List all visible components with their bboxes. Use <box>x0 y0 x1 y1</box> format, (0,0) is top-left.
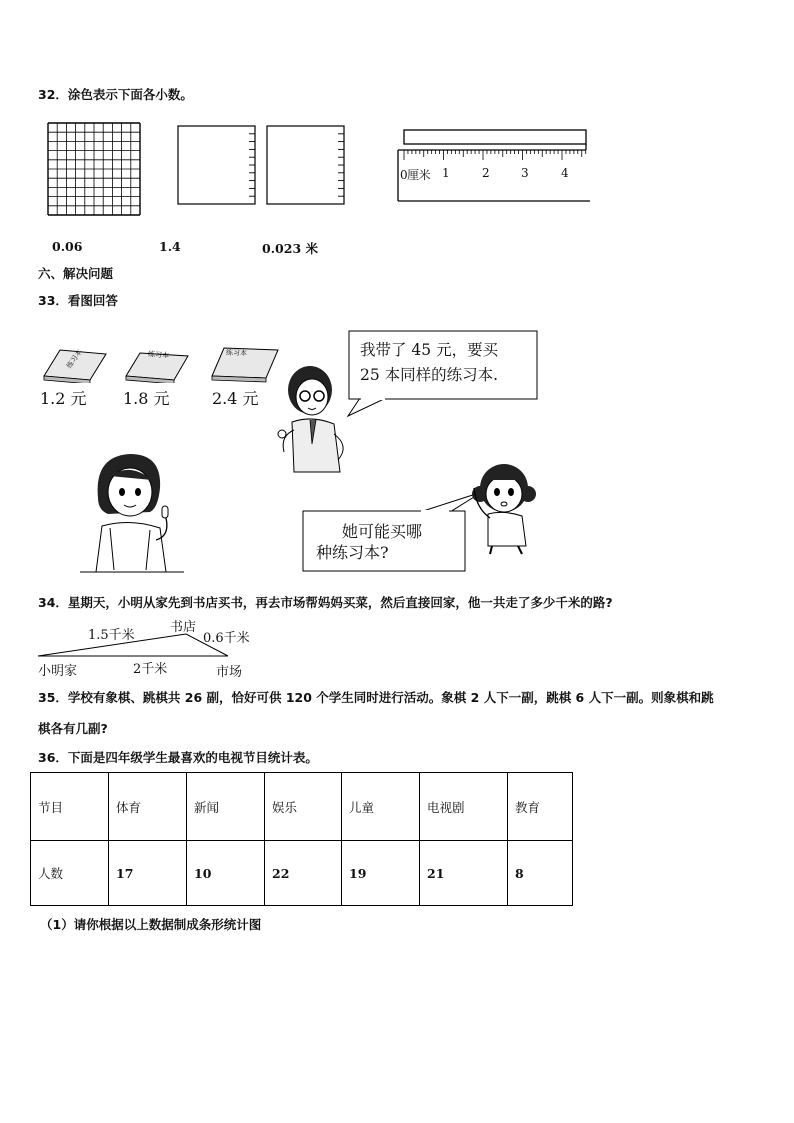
section-title: 六、解决问题 <box>38 266 114 281</box>
ruler-tick-label-4: 4 <box>561 166 569 180</box>
speech-bubble-text <box>360 338 498 388</box>
label-0-023m: 0.023 米 <box>262 241 318 256</box>
table-row <box>31 841 573 906</box>
ruler-zero-label <box>400 166 430 183</box>
speech-line-2: 25 本同样的练习本. <box>360 366 499 384</box>
program-cell: 儿童 <box>342 773 420 841</box>
program-cell: 娱乐 <box>265 773 342 841</box>
book-price-2: 1.8 元 <box>123 389 170 408</box>
count-cell: 19 <box>342 841 420 906</box>
market-label: 市场 <box>216 665 243 680</box>
count-cell: 10 <box>187 841 265 906</box>
count-label-cell: 人数 <box>31 841 109 906</box>
count-cell: 17 <box>109 841 187 906</box>
ruler-unit-label: 厘米 <box>407 168 431 182</box>
distance-store-market: 0.6千米 <box>203 631 250 646</box>
bookstore-label: 书店 <box>170 620 197 635</box>
question-line-2: 种练习本? <box>316 543 389 562</box>
tenths-square-1[interactable] <box>178 126 255 204</box>
count-cell: 8 <box>508 841 573 906</box>
tenths-square-2[interactable] <box>267 126 344 204</box>
ruler-tick-label-2: 2 <box>482 166 490 180</box>
label-1-4: 1.4 <box>159 239 181 254</box>
girl-thinking-figure <box>80 448 190 574</box>
q36-sub1: （1）请你根据以上数据制成条形统计图 <box>40 917 262 932</box>
program-cell: 新闻 <box>187 773 265 841</box>
book-cover-label-3: 练习本 <box>225 348 248 358</box>
speech-line-1: 我带了 45 元，要买 <box>360 341 499 359</box>
book-price-1: 1.2 元 <box>40 389 87 408</box>
book-cover-label-2: 练习本 <box>147 350 170 360</box>
book-cover-label-1: 练习本 <box>65 348 84 370</box>
home-label: 小明家 <box>38 664 78 679</box>
q36-stem: 36．下面是四年级学生最喜欢的电视节目统计表。 <box>38 750 318 765</box>
tv-program-table <box>30 772 573 906</box>
program-cell: 体育 <box>109 773 187 841</box>
distance-home-market: 2千米 <box>133 662 168 677</box>
count-cell: 22 <box>265 841 342 906</box>
program-cell: 电视剧 <box>420 773 508 841</box>
q32-figures <box>40 118 600 222</box>
count-cell: 21 <box>420 841 508 906</box>
distance-home-store: 1.5千米 <box>88 628 135 643</box>
ruler-tick-label-1: 1 <box>442 166 450 180</box>
q34-stem: 34．星期天，小明从家先到书店买书，再去市场帮妈妈买菜，然后直接回家，他一共走了多少千米的路? <box>38 595 613 610</box>
small-girl-figure <box>466 458 538 556</box>
header-label-cell: 节目 <box>31 773 109 841</box>
label-0-06: 0.06 <box>52 239 83 254</box>
table-row <box>31 773 573 841</box>
q35-line-1: 35．学校有象棋、跳棋共 26 副，恰好可供 120 个学生同时进行活动。象棋 2 人下一副，跳棋 6 人下一副。则象棋和跳 <box>38 690 714 705</box>
book-price-3: 2.4 元 <box>212 389 259 408</box>
program-cell: 教育 <box>508 773 573 841</box>
q33-stem: 33．看图回答 <box>38 293 118 308</box>
q32-stem: 32．涂色表示下面各小数。 <box>38 87 193 102</box>
teacher-figure <box>270 360 355 476</box>
ruler-tick-label-0: 0 <box>400 168 408 182</box>
hundred-grid[interactable] <box>48 123 140 215</box>
ruler-tick-label-3: 3 <box>521 166 529 180</box>
question-line-1: 她可能买哪 <box>342 522 423 541</box>
q35-line-2: 棋各有几副? <box>38 721 108 736</box>
